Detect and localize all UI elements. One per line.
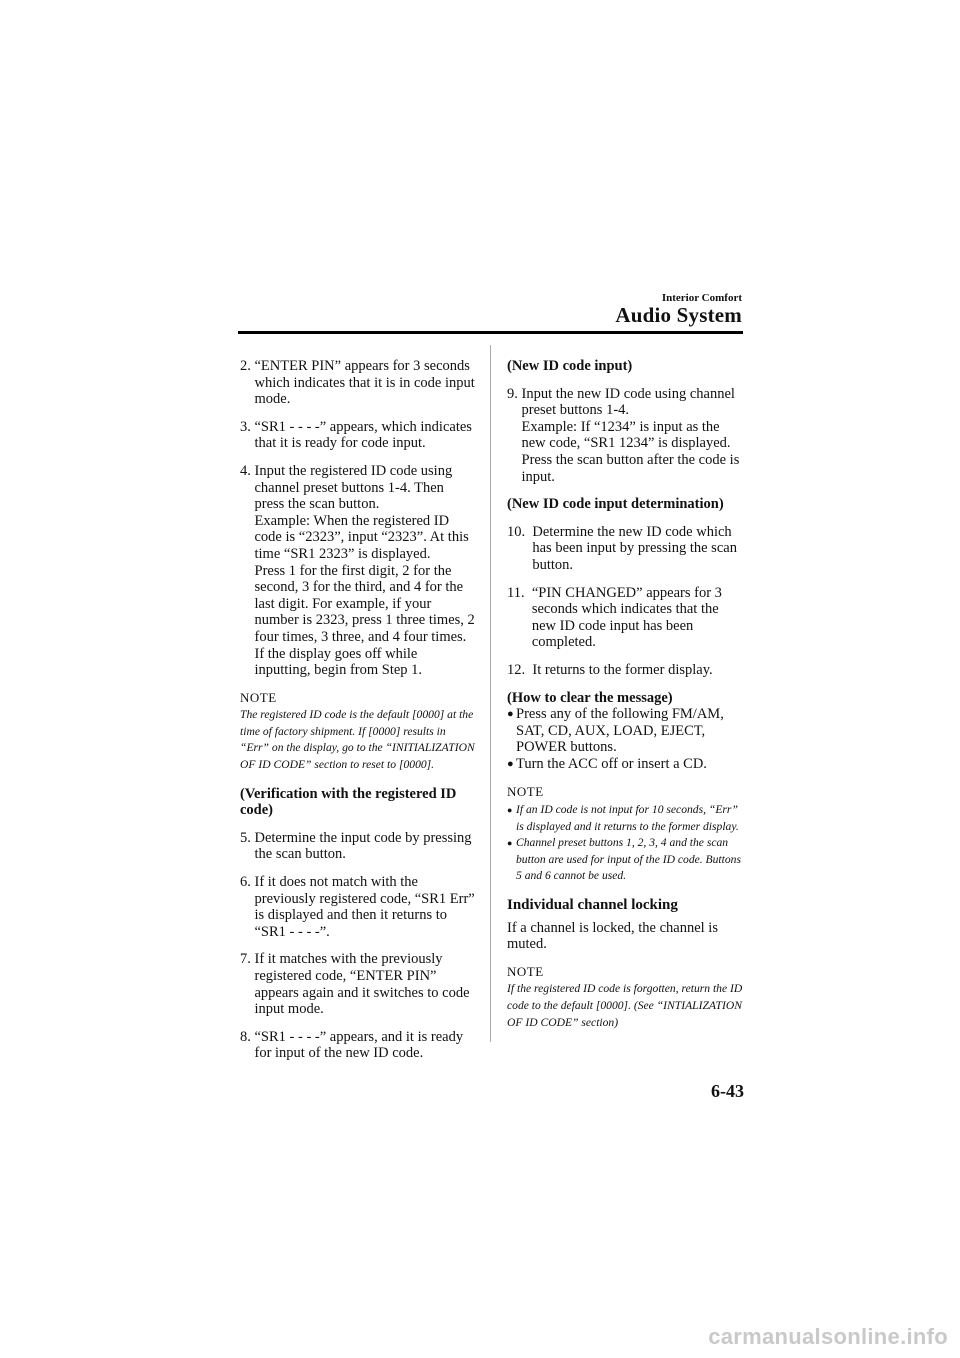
note-forgotten-code: [507, 964, 745, 1031]
step-11: [507, 585, 745, 651]
step-text: “ENTER PIN” appears for 3 seconds which indicates that it is in code input mode.: [254, 358, 475, 408]
heading-clear-message: (How to clear the message): [507, 689, 673, 706]
list-item: ● Turn the ACC off or insert a CD.: [507, 755, 707, 772]
step-number: 9.: [507, 385, 518, 402]
clear-bullets: [507, 706, 745, 772]
step-text: Input the registered ID code using channel preset buttons 1-4. Then press the scan button.: [254, 462, 453, 513]
step-text: Determine the input code by pressing the scan button.: [254, 829, 472, 863]
step-example: Example: If “1234” is input as the new code, “SR1 1234” is displayed.: [521, 418, 731, 452]
step-text: “SR1 - - - -” appears, and it is ready for input of the new ID code.: [254, 1028, 464, 1062]
step-3: [240, 419, 476, 452]
heading-verification: (Verification with the registered ID code): [240, 785, 457, 819]
section-text: If a channel is locked, the channel is muted.: [507, 919, 718, 953]
watermark: carmanualsonline.info: [708, 1324, 948, 1349]
step-text: If it does not match with the previously registered code, “SR1 Err” is displayed and then it returns to “SR1 - - - -”.: [254, 874, 475, 940]
page-number: 6-43: [711, 1081, 744, 1101]
bullet-icon: ●: [507, 838, 513, 849]
step-7: [240, 951, 476, 1017]
step-number: 11.: [507, 584, 525, 601]
step-number: 12.: [507, 661, 526, 678]
bullet-icon: ●: [507, 805, 513, 816]
list-item: ● Press any of the following FM/AM, SAT, CD, AUX, LOAD, EJECT, POWER buttons.: [507, 706, 724, 756]
step-number: 2.: [240, 358, 251, 374]
left-column: [240, 358, 476, 1073]
step-12: [507, 662, 745, 679]
page-title: Audio System: [615, 303, 742, 327]
step-example: Example: When the registered ID code is “2323”, input “2323”. At this time “SR1 2323” is displayed.: [254, 512, 469, 562]
step-8: [240, 1029, 476, 1062]
note-label: NOTE: [507, 784, 544, 800]
note-label: NOTE: [240, 689, 277, 705]
step-6: [240, 874, 476, 940]
note-input-timeout: [507, 784, 745, 885]
column-separator: [490, 345, 491, 1042]
step-number: 10.: [507, 523, 526, 540]
step-number: 5.: [240, 829, 251, 846]
heading-new-code-determination: (New ID code input determination): [507, 496, 724, 513]
step-number: 8.: [240, 1028, 251, 1045]
step-number: 6.: [240, 874, 251, 891]
step-text: Input the new ID code using channel preset buttons 1-4.: [521, 385, 735, 419]
list-item: ● Channel preset buttons 1, 2, 3, 4 and the scan button are used for input of the ID code. Buttons 5 and 6 cannot be used.: [507, 835, 745, 885]
step-number: 4.: [240, 462, 251, 479]
step-detail: Press the scan button after the code is input.: [521, 451, 740, 485]
step-9: [507, 386, 745, 486]
right-column: [507, 358, 745, 1043]
step-text: It returns to the former display.: [532, 661, 713, 678]
step-text: “PIN CHANGED” appears for 3 seconds which indicates that the new ID code input has been completed.: [531, 584, 722, 651]
header-section-label: Interior Comfort: [661, 292, 742, 304]
step-text: If it matches with the previously registered code, “ENTER PIN” appears again and it switches to code input mode.: [254, 951, 470, 1018]
note-default-code: [240, 690, 476, 774]
bullet-icon: ●: [507, 708, 514, 721]
list-item: ● If an ID code is not input for 10 seconds, “Err” is displayed and it returns to the former display.: [507, 802, 745, 835]
step-text: Determine the new ID code which has been input by pressing the scan button.: [532, 523, 737, 573]
step-number: 7.: [240, 951, 251, 968]
step-4: [240, 463, 476, 679]
note-text: If the registered ID code is forgotten, return the ID code to the default [0000]. (See “INTIALIZATION OF ID CODE” section): [507, 982, 743, 1029]
note-text: The registered ID code is the default [0000] at the time of factory shipment. If [0000] results in “Err” on the display, go to the “INITIALIZATION OF ID CODE” section to reset to [0000].: [240, 708, 475, 772]
step-text: “SR1 - - - -” appears, which indicates that it is ready for code input.: [254, 418, 472, 452]
bullet-icon: ●: [507, 757, 514, 770]
heading-new-code-input: (New ID code input): [507, 358, 633, 374]
step-5: [240, 830, 476, 863]
header-rule: [238, 331, 743, 334]
step-number: 3.: [240, 418, 251, 435]
step-10: [507, 524, 745, 574]
note-label: NOTE: [507, 963, 544, 979]
step-detail: Press 1 for the first digit, 2 for the second, 3 for the third, and 4 for the last digit. For example, if your number is 2323, press 1 three times, 2 four times, 3 three, and 4 four times. If the display goes off while inputting, begin from Step 1.: [254, 562, 475, 679]
step-2: [240, 358, 476, 408]
section-title-channel-locking: Individual channel locking: [507, 897, 678, 914]
